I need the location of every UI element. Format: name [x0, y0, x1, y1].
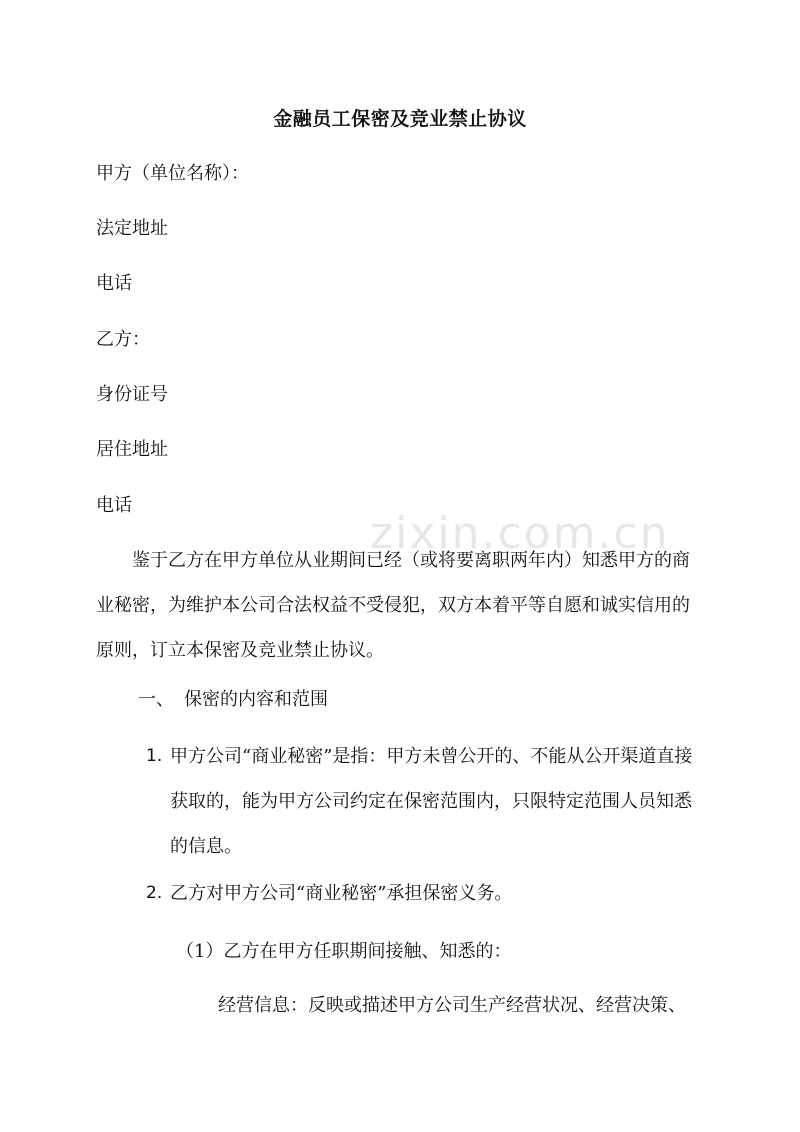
section-1-title: 保密的内容和范围 — [184, 689, 328, 710]
party-a-label: 甲方（单位名称）： — [96, 163, 249, 184]
section-1-heading — [138, 688, 328, 712]
residence-label: 居住地址 — [96, 439, 168, 460]
section-1-number: 一、 — [138, 689, 174, 710]
watermark: zixin.com.cn — [370, 508, 670, 559]
list-item-1-number: 1. — [146, 746, 163, 766]
party-b-label: 乙方： — [96, 329, 150, 350]
list-item-2-text: 乙方对甲方公司“商业秘密”承担保密义务。 — [170, 883, 513, 904]
list-item-1 — [146, 734, 706, 869]
legal-address-label: 法定地址 — [96, 218, 168, 239]
list-item-2-number: 2. — [146, 883, 163, 903]
id-number-label: 身份证号 — [96, 384, 168, 405]
phone-a-label: 电话 — [96, 273, 132, 294]
phone-b-label: 电话 — [96, 495, 132, 516]
list-item-1-text: 甲方公司“商业秘密”是指：甲方未曾公开的、不能从公开渠道直接获取的，能为甲方公司约定在保密范围内，只限特定范围人员知悉的信息。 — [170, 746, 693, 857]
preamble-text: 鉴于乙方在甲方单位从业期间已经（或将要离职两年内）知悉甲方的商业秘密，为维护本公司合法权益不受侵犯，双方本着平等自愿和诚实信用的原则，订立本保密及竞业禁止协议。 — [96, 550, 690, 661]
sub-item-1-paragraph: 经营信息：反映或描述甲方公司生产经营状况、经营决策、 — [218, 995, 686, 1016]
document-title: 金融员工保密及竞业禁止协议 — [273, 108, 527, 130]
sub-item-1: （1）乙方在甲方任职期间接触、知悉的： — [176, 941, 512, 962]
list-item-2 — [146, 871, 706, 916]
